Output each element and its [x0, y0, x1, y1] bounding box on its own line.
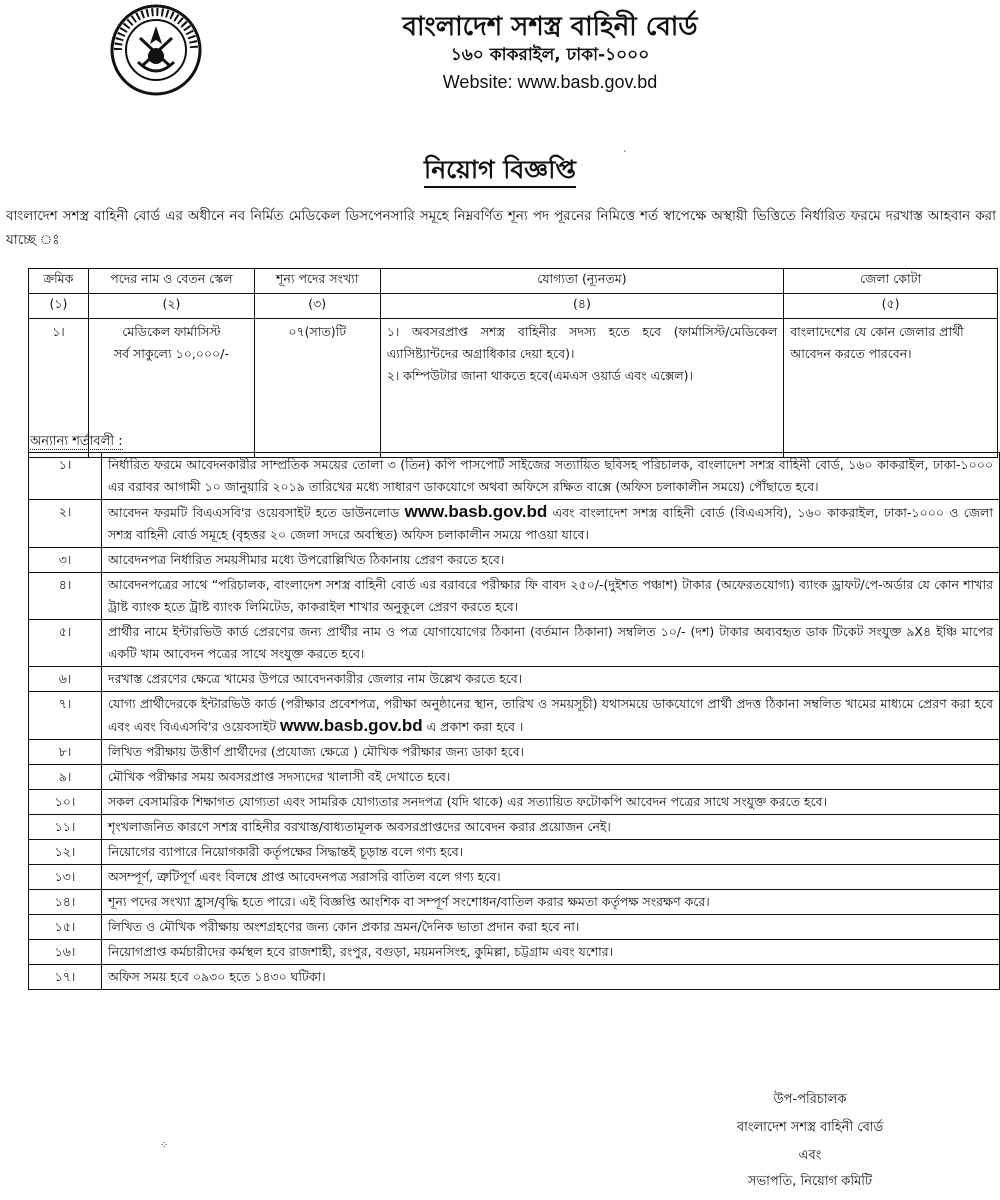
condition-number: ২।	[29, 500, 102, 548]
basb-logo	[110, 4, 202, 96]
condition-number: ৫।	[29, 620, 102, 667]
condition-text-part: এ প্রকাশ করা হবে ।	[426, 719, 524, 734]
condition-number: ৮।	[29, 740, 102, 765]
condition-row	[29, 692, 1000, 740]
condition-text: আবেদনপত্র নির্ধারিত সময়সীমার মধ্যে উপরোল্লিখিত ঠিকানায় প্রেরণ করতে হবে।	[102, 548, 1000, 573]
condition-text: নিয়োগপ্রাপ্ত কর্মচারীদের কর্মস্থল হবে রাজশাহী, রংপুর, বগুড়া, ময়মনসিংহ, কুমিল্লা, চট্টগ্রাম এবং যশোর।	[102, 940, 1000, 965]
qualification-item: ২। কম্পিউটার জানা থাকতে হবে(এমএস ওয়ার্ড এবং এক্সেল)।	[386, 368, 693, 383]
signature-title: উপ-পরিচালক	[773, 1092, 847, 1107]
col-number: (৫)	[784, 294, 998, 319]
condition-text: শৃংখলাজনিত কারণে সশস্ত্র বাহিনীর বরখাস্ত/বাধ্যতামূলক অবসরপ্রাপ্তদের আবেদন করার প্রয়োজন নেই।	[102, 815, 1000, 840]
qualification-cell	[380, 319, 783, 458]
post-serial: ১।	[29, 319, 89, 458]
col-number: (২)	[88, 294, 254, 319]
condition-row	[29, 940, 1000, 965]
condition-number: ১৬।	[29, 940, 102, 965]
condition-row	[29, 915, 1000, 940]
condition-text: অসম্পূর্ণ, ত্রুটিপূর্ণ এবং বিলম্বে প্রাপ্ত আবেদনপত্র সরাসরি বাতিল বলে গণ্য হবে।	[102, 865, 1000, 890]
website-link[interactable]: www.basb.gov.bd	[404, 502, 548, 521]
col-header-vacancies: শূন্য পদের সংখ্যা	[254, 269, 380, 294]
condition-row	[29, 765, 1000, 790]
condition-number: ১২।	[29, 840, 102, 865]
condition-text: নিয়োগের ব্যাপারে নিয়োগকারী কর্তৃপক্ষের সিদ্ধান্তই চূড়ান্ত বলে গণ্য হবে।	[102, 840, 1000, 865]
condition-row	[29, 620, 1000, 667]
condition-number: ৪।	[29, 573, 102, 620]
condition-text: লিখিত ও মৌখিক পরীক্ষায় অংশগ্রহণের জন্য কোন প্রকার ভ্রমন/দৈনিক ভাতা প্রদান করা হবে না।	[102, 915, 1000, 940]
org-website: Website: www.basb.gov.bd	[442, 72, 658, 92]
intro-paragraph: বাংলাদেশ সশস্ত্র বাহিনী বোর্ড এর অধীনে নব নির্মিত মেডিকেল ডিসপেনসারি সমূহে নিম্নবর্ণিত শূন্য পদ পূরনের নিমিত্তে শর্ত স্বাপেক্ষে অস্থায়ী ভিত্তিতে নির্ধারিত ফরমে দরখাস্ত আহবান করা যাচ্ছে ঃ	[6, 208, 996, 248]
website-link[interactable]: www.basb.gov.bd	[280, 716, 423, 735]
qualification-item: ১। অবসরপ্রাপ্ত সশস্ত্র বাহিনীর সদস্য হতে হবে (ফার্মাসিস্ট/মেডিকেল এ্যাসিষ্ট্যান্টদের অগ্রাধিকার দেয়া হবে)।	[386, 324, 778, 361]
other-conditions-label-text: অন্যান্য শর্তাবলী :	[30, 434, 123, 449]
condition-number: ৯।	[29, 765, 102, 790]
condition-number: ১৫।	[29, 915, 102, 940]
condition-row	[29, 573, 1000, 620]
condition-number: ১১।	[29, 815, 102, 840]
condition-number: ৭।	[29, 692, 102, 740]
org-address: ১৬০ কাকরাইল, ঢাকা-১০০০	[450, 45, 650, 65]
col-number: (১)	[29, 294, 89, 319]
notice-title	[0, 150, 1000, 193]
condition-row	[29, 815, 1000, 840]
signature-org: বাংলাদেশ সশস্ত্র বাহিনী বোর্ড	[736, 1120, 884, 1135]
condition-number: ১৭।	[29, 965, 102, 990]
post-vacancies: ০৭(সাত)টি	[254, 319, 380, 458]
post-name: মেডিকেল ফার্মাসিস্ট	[122, 324, 221, 339]
condition-number: ৩।	[29, 548, 102, 573]
signature-committee: সভাপতি, নিয়োগ কমিটি	[747, 1174, 873, 1189]
condition-number: ১০।	[29, 790, 102, 815]
condition-row	[29, 890, 1000, 915]
condition-text: আবেদনপত্রের সাথে “পরিচালক, বাংলাদেশ সশস্ত্র বাহিনী বোর্ড এর বরাবরে পরীক্ষার ফি বাবদ ২৫০/-(দুইশত পঞ্চাশ) টাকার (অফেরতযোগ্য) ব্যাংক ড্রাফট/পে-অর্ডার যে কোন শাখার ট্রাষ্ট ব্যাংক হতে ট্রাষ্ট ব্যাংক লিমিটেড, কাকরাইল শাখার অনুকূলে প্রেরণ করতে হবে।	[102, 573, 1000, 620]
condition-text: সকল বেসামরিক শিক্ষাগত যোগ্যতা এবং সামরিক যোগ্যতার সনদপত্র (যদি থাকে) এর সত্যায়িত ফটোকপি আবেদন পত্রের সাথে সংযুক্ত করতে হবে।	[102, 790, 1000, 815]
col-number: (৪)	[380, 294, 783, 319]
table-row	[29, 319, 998, 458]
condition-row	[29, 548, 1000, 573]
posts-number-row	[29, 294, 998, 319]
condition-text: নির্ধারিত ফরমে আবেদনকারীর সাম্প্রতিক সময়ের তোলা ৩ (তিন) কপি পাসপোর্ট সাইজের সত্যায়িত ছবিসহ পরিচালক, বাংলাদেশ সশস্ত্র বাহিনী বোর্ড, ১৬০ কাকরাইল, ঢাকা-১০০০ এর বরাবর আগামী ১০ জানুয়ারি ২০১৯ তারিখের মধ্যে সাধারণ ডাকযোগে অথবা অফিসে রক্ষিত বাক্সে (অফিস চলাকালীন সময়ে) পৌঁছাতে হবে।	[102, 453, 1000, 500]
condition-text-part: আবেদন ফরমটি বিএএসবি'র ওয়েবসাইট হতে ডাউনলোড	[108, 505, 400, 520]
condition-row	[29, 500, 1000, 548]
condition-text-part: যোগ্য প্রার্থীদেরকে ইন্টারভিউ কার্ড (পরীক্ষার প্রবেশপত্র, পরীক্ষা অনুষ্ঠানের স্থান, তারিখ ও সময়সূচী) যথাসময়ে ডাকযোগে প্রার্থী প্রদত্ত ঠিকানা সম্বলিত খামের মাধ্যমে প্রেরণ করা হবে এবং এবং বিএএসবি'র ওয়েবসাইট	[108, 696, 993, 734]
condition-row	[29, 790, 1000, 815]
district-quota: বাংলাদেশের যে কোন জেলার প্রার্থী আবেদন করতে পারবেন।	[784, 319, 998, 458]
condition-row	[29, 667, 1000, 692]
condition-text-part: এবং বাংলাদেশ সশস্ত্র বাহিনী বোর্ড (বিএএসবি), ১৬০ কাকরাইল, ঢাকা-১০০০ ও জেলা সশস্ত্র বাহিনী বোর্ড সমূহে (বৃহত্তর ২০ জেলা সদরে অবস্থিত) অফিস চলাকালীন সময়ে পাওয়া যাবে।	[108, 505, 993, 542]
other-conditions-label	[30, 432, 123, 453]
condition-row	[29, 453, 1000, 500]
condition-text	[102, 500, 1000, 548]
condition-number: ১।	[29, 453, 102, 500]
condition-number: ১৪।	[29, 890, 102, 915]
scan-speck: ⁘	[160, 1140, 169, 1151]
org-name: বাংলাদেশ সশস্ত্র বাহিনী বোর্ড	[402, 12, 698, 42]
condition-number: ১৩।	[29, 865, 102, 890]
condition-row	[29, 840, 1000, 865]
condition-row	[29, 965, 1000, 990]
signature-and: এবং	[798, 1148, 822, 1163]
conditions-table	[28, 452, 1000, 990]
col-header-serial: ক্রমিক	[29, 269, 89, 294]
condition-text: লিখিত পরীক্ষায় উত্তীর্ণ প্রার্থীদের (প্রযোজ্য ক্ষেত্রে ) মৌখিক পরীক্ষার জন্য ডাকা হবে।	[102, 740, 1000, 765]
notice-title-text: নিয়োগ বিজ্ঞপ্তি	[424, 155, 576, 188]
posts-table	[28, 268, 998, 458]
post-salary: সর্ব সাকুল্যে ১০,০০০/-	[113, 346, 229, 361]
col-number: (৩)	[254, 294, 380, 319]
scan-speck: ˊ	[622, 150, 627, 161]
condition-text: শূন্য পদের সংখ্যা হ্রাস/বৃদ্ধি হতে পারে। এই বিজ্ঞপ্তি আংশিক বা সম্পূর্ণ সংশোধন/বাতিল করার ক্ষমতা কর্তৃপক্ষ সংরক্ষণ করে।	[102, 890, 1000, 915]
col-header-post: পদের নাম ও বেতন স্কেল	[88, 269, 254, 294]
condition-text	[102, 692, 1000, 740]
condition-row	[29, 865, 1000, 890]
condition-row	[29, 740, 1000, 765]
col-header-qualification: যোগ্যতা (ন্যূনতম)	[380, 269, 783, 294]
col-header-quota: জেলা কোটা	[784, 269, 998, 294]
condition-text: মৌখিক পরীক্ষার সময় অবসরপ্রাপ্ত সদস্যদের খালাসী বই দেখাতে হবে।	[102, 765, 1000, 790]
posts-header-row	[29, 269, 998, 294]
condition-text: অফিস সময় হবে ০৯৩০ হতে ১৪৩০ ঘটিকা।	[102, 965, 1000, 990]
condition-text: প্রার্থীর নামে ইন্টারভিউ কার্ড প্রেরণের জন্য প্রার্থীর নাম ও পত্র যোগাযোগের ঠিকানা (বর্তমান ঠিকানা) সম্বলিত ১০/- (দশ) টাকার অব্যবহৃত ডাক টিকেট সংযুক্ত ৯X৪ ইঞ্চি মাপের একটি খাম আবেদন পত্রের সাথে সংযুক্ত করতে হবে।	[102, 620, 1000, 667]
condition-text: দরখাস্ত প্রেরণের ক্ষেত্রে খামের উপরে আবেদনকারীর জেলার নাম উল্লেখ করতে হবে।	[102, 667, 1000, 692]
condition-number: ৬।	[29, 667, 102, 692]
